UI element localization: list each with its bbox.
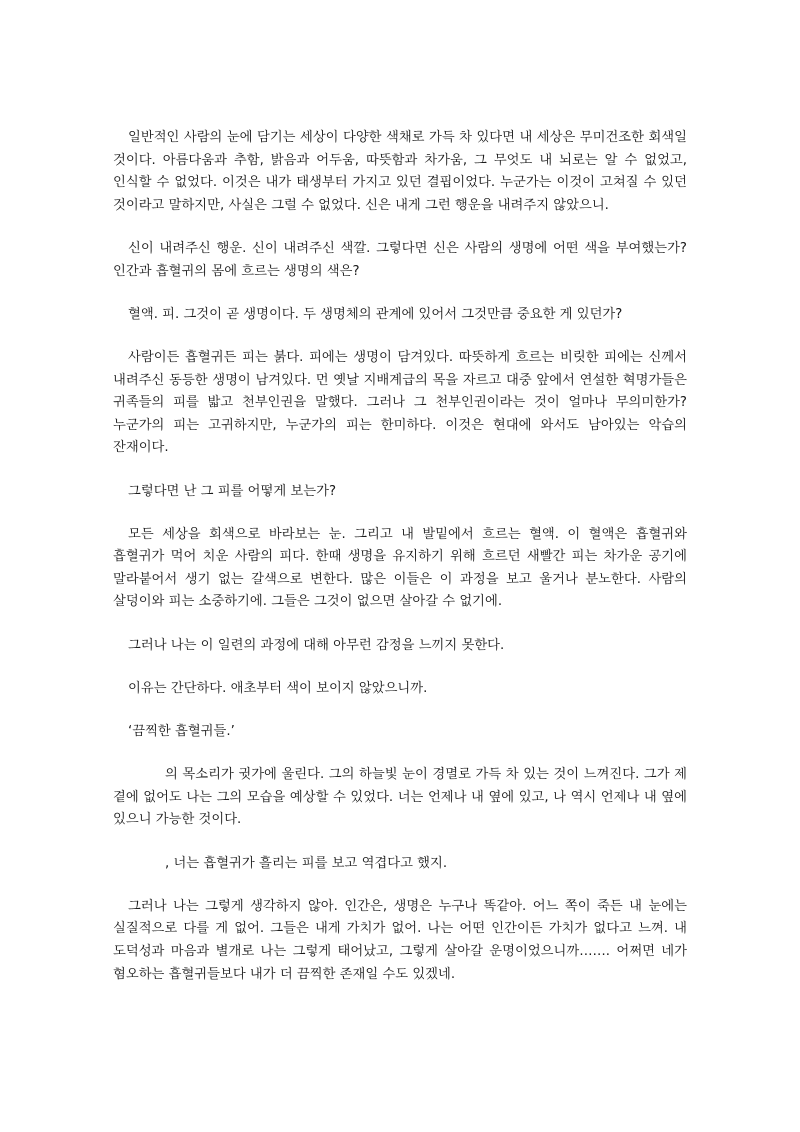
paragraph-6: 모든 세상을 회색으로 바라보는 눈. 그리고 내 발밑에서 흐르는 혈액. 이 혈액은 흡혈귀와 흡혈귀가 먹어 치운 사람의 피다. 한때 생명을 유지하기 위해 흐르던 새빨간 피는 차가운 공기에 말라붙어서 생기 없는 갈색으로 변한다. 많은 이들은 이 과정을 보고 울거나 분노한다. 사람의 살덩이와 피는 소중하기에. 그들은 그것이 없으면 살아갈 수 없기에. [113,526,687,610]
story-text [113,127,687,986]
paragraph-8: 이유는 간단하다. 애초부터 색이 보이지 않았으니까. [128,680,428,696]
paragraph-10 [113,764,687,832]
paragraph-4: 사람이든 흡혈귀든 피는 붉다. 피에는 생명이 담겨있다. 따뜻하게 흐르는 비릿한 피에는 신께서 내려주신 동등한 생명이 남겨있다. 먼 옛날 지배계급의 목을 자르고 대중 앞에서 연설한 혁명가들은 귀족들의 피를 밟고 천부인권을 말했다. 그러나 그 천부인권이라는 것이 얼마나 무의미한가? 누군가의 피는 고귀하지만, 누군가의 피는 한미하다. 이것은 현대에 와서도 남아있는 악습의 잔재이다. [113,349,687,456]
paragraph-7: 그러나 나는 이 일련의 과정에 대해 아무런 감정을 느끼지 못한다. [128,637,505,653]
paragraph-3: 혈액. 피. 그것이 곧 생명이다. 두 생명체의 관계에 있어서 그것만큼 중요한 게 있던가? [128,306,623,322]
paragraph-10-text: 의 목소리가 귓가에 울린다. 그의 하늘빛 눈이 경멸로 가득 차 있는 것이 느껴진다. 그가 제 곁에 없어도 나는 그의 모습을 예상할 수 있었다. 너는 언제나 내 옆에 있고, 나 역시 언제나 내 옆에 있으니 가능한 것이다. [113,767,687,828]
paragraph-11 [113,853,687,876]
paragraph-2: 신이 내려주신 행운. 신이 내려주신 색깔. 그렇다면 신은 사람의 생명에 어떤 색을 부여했는가? 인간과 흡혈귀의 몸에 흐르는 생명의 색은? [113,240,687,279]
paragraph-1: 일반적인 사람의 눈에 담기는 세상이 다양한 색채로 가득 차 있다면 내 세상은 무미건조한 회색일 것이다. 아름다움과 추함, 밝음과 어두움, 따뜻함과 차가움, 그 무엇도 내 뇌로는 알 수 없었고, 인식할 수 없었다. 이것은 내가 태생부터 가지고 있던 결핍이었다. 누군가는 이것이 고쳐질 수 있던 것이라고 말하지만, 사실은 그럴 수 없었다. 신은 내게 그런 행운을 내려주지 않았으니. [113,130,687,213]
paragraph-5: 그렇다면 난 그 피를 어떻게 보는가? [128,483,337,499]
paragraph-12: 그러나 나는 그렇게 생각하지 않아. 인간은, 생명은 누구나 똑같아. 어느 쪽이 죽든 내 눈에는 실질적으로 다를 게 없어. 그들은 내게 가치가 없어. 나는 어떤 인간이든 가치가 없다고 느껴. 내 도덕성과 마음과 별개로 나는 그렇게 태어났고, 그렇게 살아갈 운명이었으니까……. 어쩌면 네가 혐오하는 흡혈귀들보다 내가 더 끔찍한 존재일 수도 있겠네. [113,898,687,982]
paragraph-9: ‘끔찍한 흡혈귀들.’ [128,724,235,740]
paragraph-11-text: , 너는 흡혈귀가 흘리는 피를 보고 역겹다고 했지. [165,855,448,871]
